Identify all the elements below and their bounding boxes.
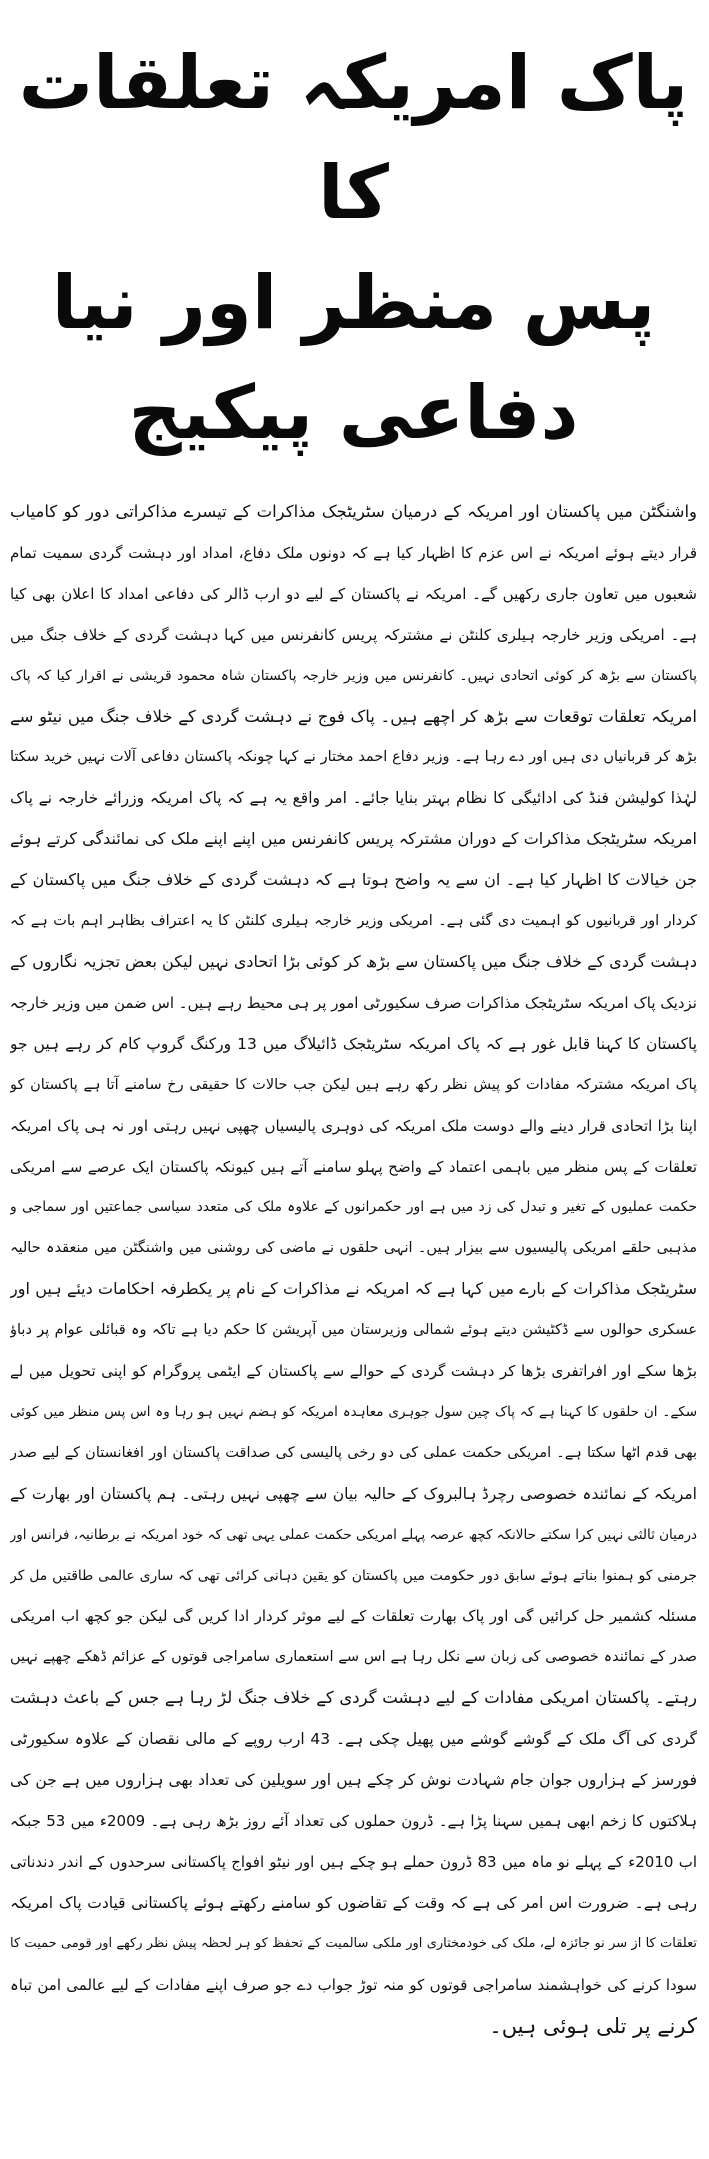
article-line: اپنا بڑا اتحادی قرار دینے والے دوست ملک امریکہ کی دوہری پالیسیاں چھپی نہیں رہتی اور نہ ہی پاک امریکہ — [10, 1116, 697, 1135]
article-line: اب 2010ء کے پہلے نو ماہ میں 83 ڈرون حملے ہو چکے ہیں اور نیٹو افواج پاکستانی سرحدوں کے اندر دندناتی — [10, 1852, 697, 1871]
article-body — [10, 492, 697, 2046]
article-line: امریکہ تعلقات توقعات سے بڑھ کر اچھے ہیں۔ پاک فوج نے دہشت گردی کے خلاف جنگ میں نیٹو سے — [10, 706, 697, 726]
article-line: کردار اور قربانیوں کو اہمیت دی گئی ہے۔ امریکی وزیر خارجہ ہیلری کلنٹن کا یہ اعتراف بظاہر اہم بات ہے کہ — [10, 913, 697, 930]
article-line: عسکری حوالوں سے ڈکٹیشن دیتے ہوئے شمالی وزیرستان میں آپریشن کا حکم دیا ہے تاکہ وہ قبائلی عوام پر دباؤ — [10, 1322, 697, 1339]
article-line: جرمنی کو ہمنوا بناتے ہوئے سابق دور حکومت میں پاکستان کو یقین دہانی کرائی تھی کہ ساری عالمی طاقتیں مل کر — [10, 1567, 697, 1584]
article-line: حکمت عملیوں کے تغیر و تبدل کی زد میں ہے اور حکمرانوں کے علاوہ ملک کی متعدد سیاسی جماعتیں اور سماجی و — [10, 1199, 697, 1216]
article-line: واشنگٹن میں پاکستان اور امریکہ کے درمیان سٹریٹجک مذاکرات کے تیسرے مذاکراتی دور کو کامیاب — [10, 502, 697, 521]
article-line: صدر کے نمائندہ خصوصی کی زبان سے نکل رہا ہے اس سے استعماری سامراجی قوتوں کے عزائم ڈھکے چھپے نہیں — [10, 1649, 697, 1666]
article-line: بھی قدم اٹھا سکتا ہے۔ امریکی حکمت عملی کی دو رخی پالیسی کی صداقت پاکستان اور افغانستان کے لیے صدر — [10, 1444, 697, 1461]
article-line: امریکہ کے نمائندہ خصوصی رچرڈ ہالبروک کے حالیہ بیان سے چھپی نہیں رہتی۔ ہم پاکستان اور بھارت کے — [10, 1484, 697, 1503]
article-line: سودا کرنے کی خواہشمند سامراجی قوتوں کو منہ توڑ جواب دے جو صرف اپنے مفادات کے لیے عالمی امن تباہ — [10, 1975, 697, 1994]
article-line: مسئلہ کشمیر حل کرائیں گی اور پاک بھارت تعلقات کے لیے موثر کردار ادا کریں گی لیکن جو کچھ اب امریکی — [10, 1607, 697, 1626]
article-line: پاک امریکہ مشترکہ مفادات کو پیش نظر رکھ رہے ہیں لیکن جب حالات کا حقیقی رخ سامنے آتا ہے پاکستان کو — [10, 1076, 697, 1093]
article-line: مذہبی حلقے امریکی پالیسیوں سے بیزار ہیں۔ انہی حلقوں نے ماضی کی روشنی میں واشنگٹن میں منعقدہ حالیہ — [10, 1240, 697, 1257]
headline — [10, 0, 697, 492]
article-line: دہشت گردی کے خلاف جنگ میں پاکستان سے بڑھ کر کوئی بڑا اتحادی نہیں لیکن بعض تجزیہ نگاروں کے — [10, 951, 697, 971]
headline-line-2: پس منظر اور نیا دفاعی پیکیج — [51, 260, 656, 456]
article-line: جن خیالات کا اظہار کیا ہے۔ ان سے یہ واضح ہوتا ہے کہ دہشت گردی کے خلاف جنگ میں پاکستان کے — [10, 870, 697, 890]
article-line: درمیان ثالثی نہیں کرا سکتے حالانکہ کچھ عرصہ پہلے امریکی حکمت عملی یہی تھی کہ خود امریکہ نے برطانیہ، فرانس اور — [10, 1526, 697, 1543]
article-line: سٹریٹجک مذاکرات کے بارے میں کہا ہے کہ امریکہ نے مذاکرات کے نام پر یکطرفہ احکامات دیئے ہیں اور — [10, 1279, 697, 1299]
article-line: بڑھا سکے اور افراتفری بڑھا کر دہشت گردی کے حوالے سے پاکستان کے ایٹمی پروگرام کو اپنی تحویل میں لے — [10, 1362, 697, 1381]
article-line: گردی کی آگ ملک کے گوشے گوشے میں پھیل چکی ہے۔ 43 ارب روپے کے مالی نقصان کے علاوہ سکیورٹی — [10, 1730, 697, 1749]
article-line: قرار دیتے ہوئے امریکہ نے اس عزم کا اظہار کیا ہے کہ دونوں ملک دفاع، امداد اور دہشت گردی سمیت تمام — [10, 543, 697, 562]
article-line: فورسز کے ہزاروں جوان جام شہادت نوش کر چکے ہیں اور سویلین کی تعداد بھی ہزاروں میں ہے جن کی — [10, 1771, 697, 1790]
article-line: رہتے۔ پاکستان امریکی مفادات کے لیے دہشت گردی کے خلاف جنگ لڑ رہا ہے جس کے باعث دہشت — [10, 1688, 697, 1708]
article-line: ہے۔ امریکی وزیر خارجہ ہیلری کلنٹن نے مشترکہ پریس کانفرنس میں کہا دہشت گردی کے خلاف جنگ میں — [10, 625, 697, 644]
article-line: شعبوں میں تعاون جاری رکھیں گے۔ امریکہ نے پاکستان کے لیے دو ارب ڈالر کی دفاعی امداد کا اعلان بھی کیا — [10, 584, 697, 603]
article-line: لہٰذا کولیشن فنڈ کی ادائیگی کا نظام بہتر بنایا جائے۔ امر واقع یہ ہے کہ پاک امریکہ وزرائے خارجہ نے پاک — [10, 789, 697, 808]
headline-line-1: پاک امریکہ تعلقات کا — [18, 40, 689, 236]
article-line: کرنے پر تلی ہوئی ہیں۔ — [489, 2013, 697, 2038]
article-line: بڑھ کر قربانیاں دی ہیں اور دے رہا ہے۔ وزیر دفاع احمد مختار نے کہا چونکہ پاکستان دفاعی آلات نہیں خرید سکتا — [10, 749, 697, 766]
article-line: تعلقات کا از سر نو جائزہ لے، ملک کی خودمختاری اور ملکی سالمیت کے تحفظ کو ہر لحظہ پیش نظر رکھے اور قومی حمیت کا — [10, 1935, 697, 1951]
article-line: پاکستان کا کہنا قابل غور ہے کہ پاک امریکہ سٹریٹجک ڈائیلاگ میں 13 ورکنگ گروپ کام کر رہے ہیں جو — [10, 1034, 697, 1053]
article-line: ہلاکتوں کا زخم ابھی ہمیں سہنا پڑا ہے۔ ڈرون حملوں کی تعداد آئے روز بڑھ رہی ہے۔ 2009ء میں 53 جبکہ — [10, 1812, 697, 1830]
article-line: تعلقات کے پس منظر میں باہمی اعتماد کے واضح پہلو سامنے آتے ہیں کیونکہ پاکستان ایک عرصے سے امریکی — [10, 1157, 697, 1176]
article-line: سکے۔ ان حلقوں کا کہنا ہے کہ پاک چین سول جوہری معاہدہ امریکہ کو ہضم نہیں ہو رہا وہ اس پس منظر میں کوئی — [10, 1403, 697, 1420]
article-line: رہی ہے۔ ضرورت اس امر کی ہے کہ وقت کے تقاضوں کو سامنے رکھتے ہوئے پاکستانی قیادت پاک امریکہ — [10, 1893, 697, 1912]
article-line: امریکہ سٹریٹجک مذاکرات کے دوران مشترکہ پریس کانفرنس میں اپنے اپنے ملک کی نمائندگی کرتے ہوئے — [10, 829, 697, 849]
article-line: پاکستان سے بڑھ کر کوئی اتحادی نہیں۔ کانفرنس میں وزیر خارجہ پاکستان شاہ محمود قریشی نے اقرار کیا کہ پاک — [10, 667, 697, 684]
article-line: نزدیک پاک امریکہ سٹریٹجک مذاکرات صرف سکیورٹی امور پر ہی محیط رہے ہیں۔ اس ضمن میں وزیر خارجہ — [10, 993, 697, 1012]
